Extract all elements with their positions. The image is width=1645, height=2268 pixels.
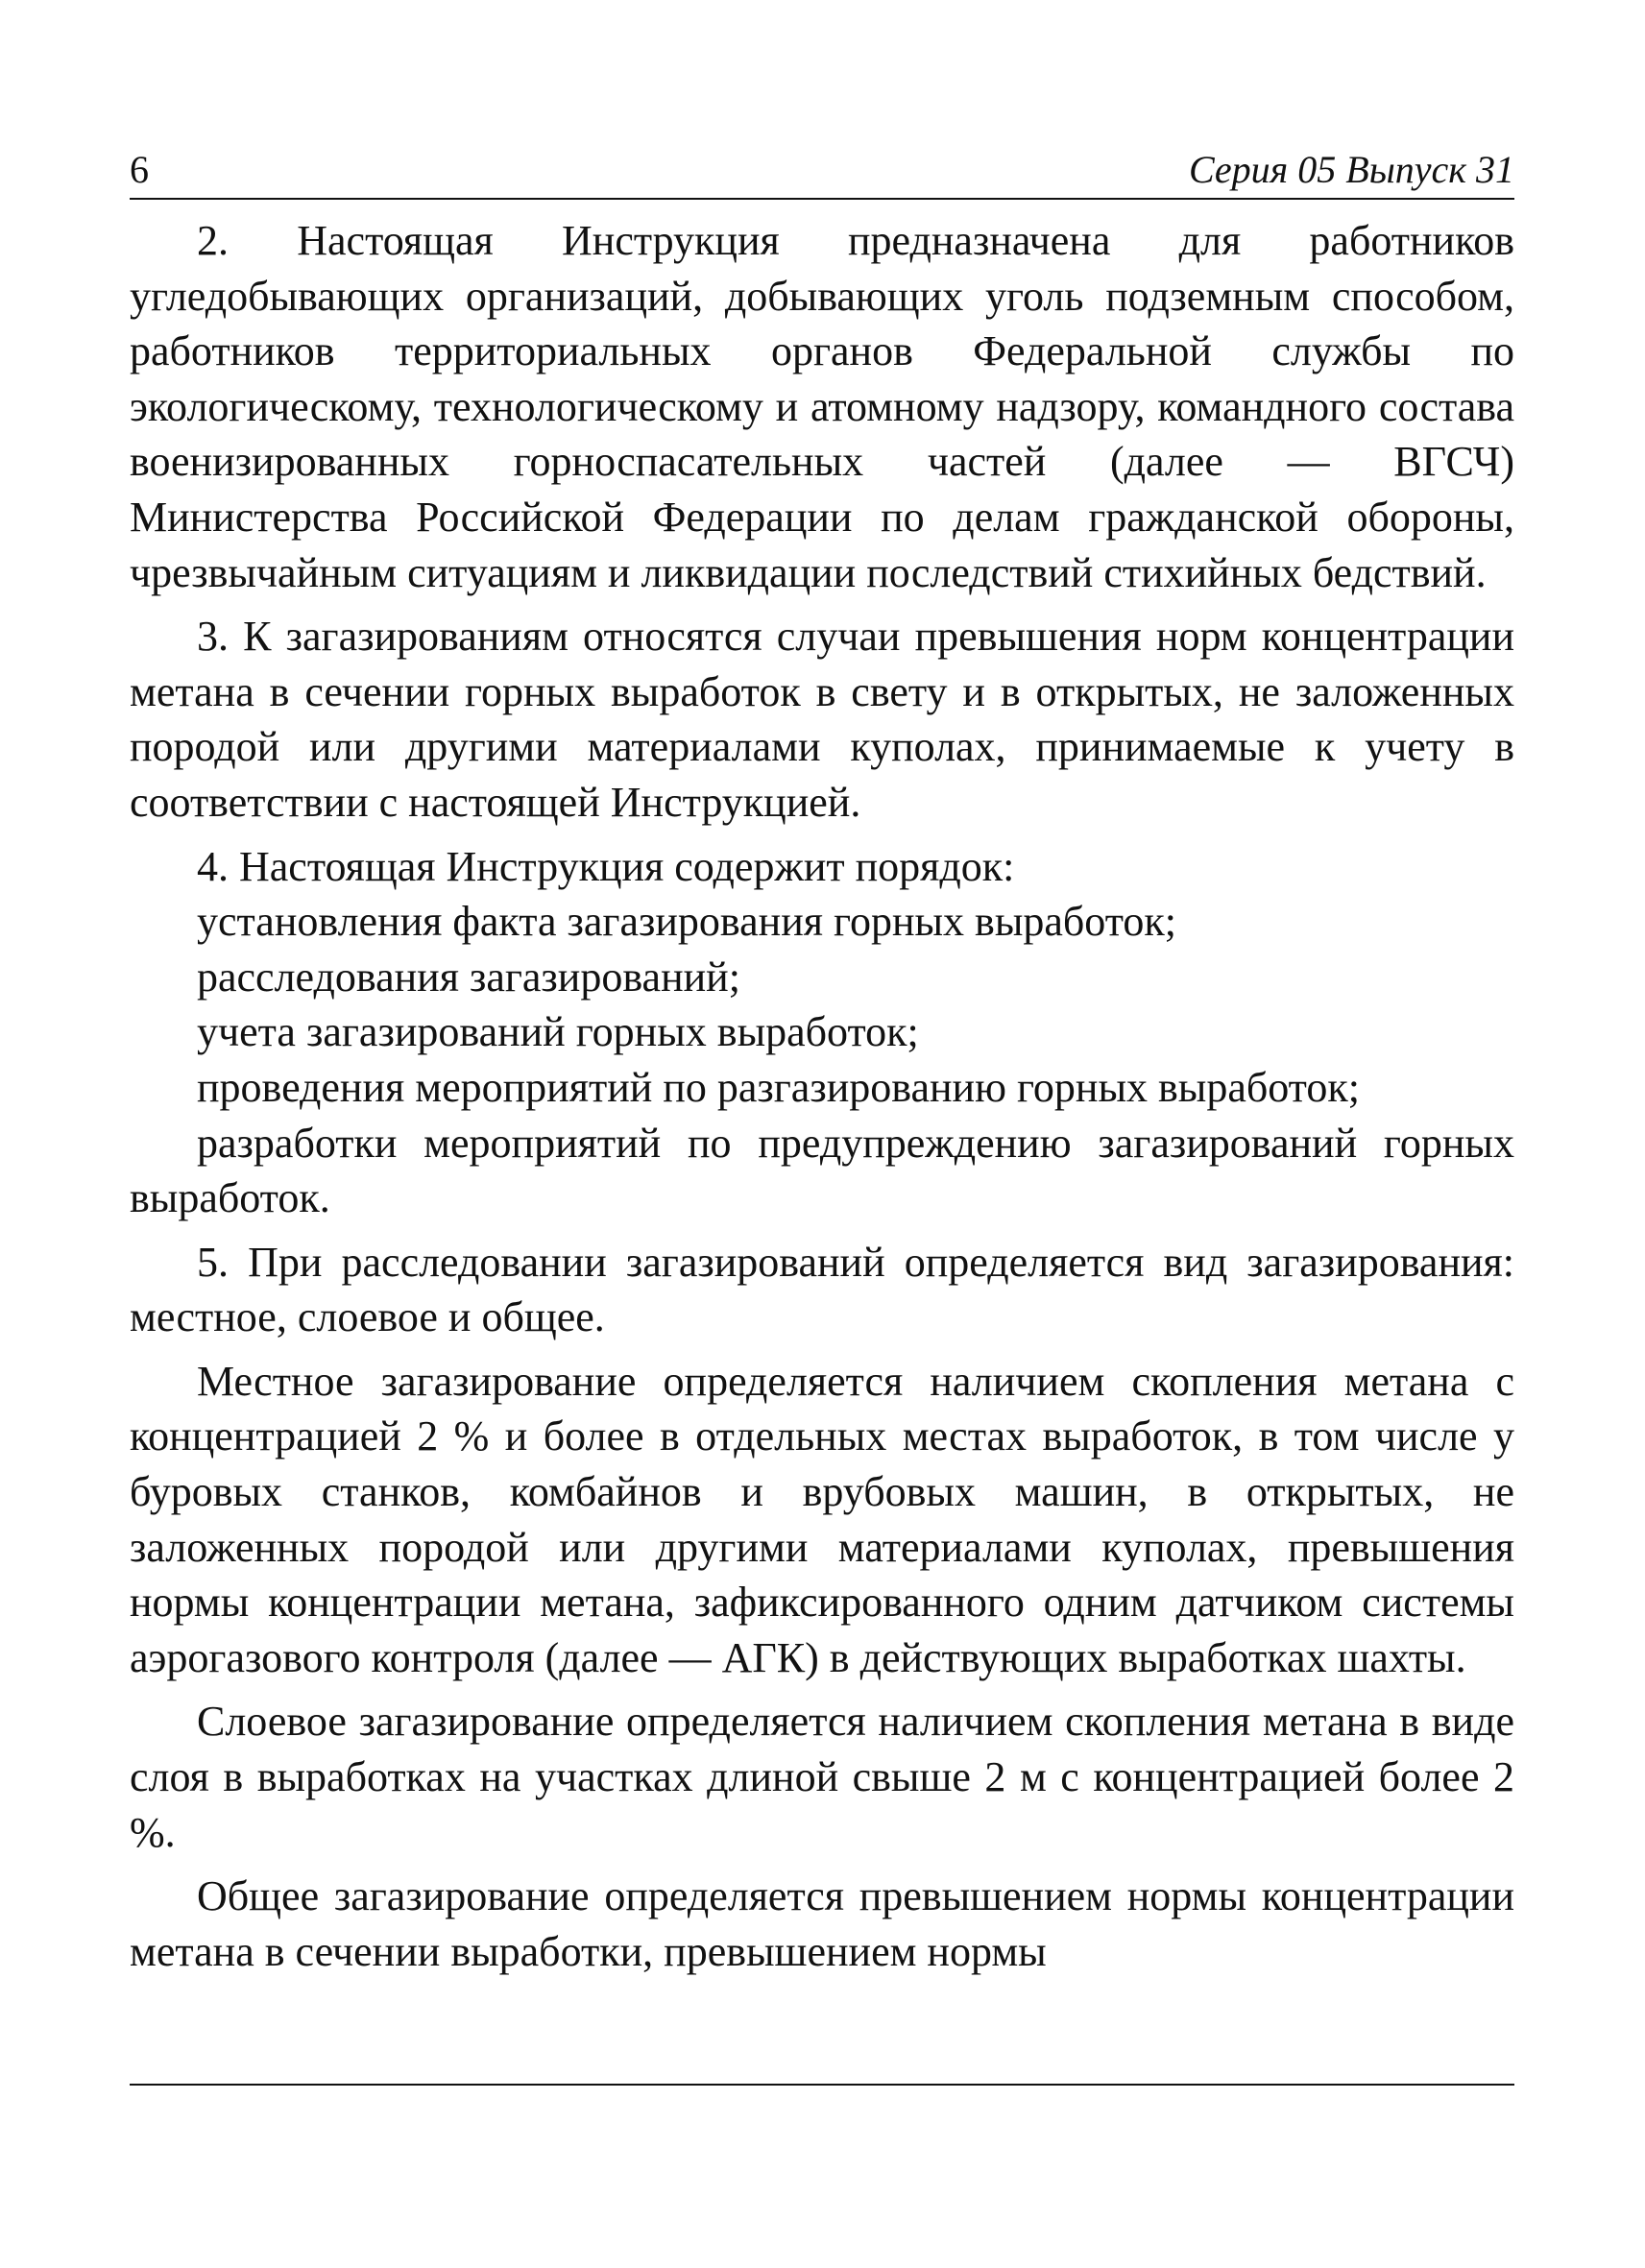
paragraph-layer-gassing: Слоевое загазирование определяется наличием скопления метана в виде слоя в выработках на участках длиной свыше 2 м с концентрацией более 2 %. [130, 1698, 1514, 1856]
paragraph-general-gassing: Общее загазирование определяется превышением нормы концентрации метана в сечении выработки, превышением нормы [130, 1872, 1514, 1975]
page-number: 6 [130, 148, 149, 191]
series-title: Серия 05 Выпуск 31 [1188, 148, 1514, 191]
list-item: установления факта загазирования горных выработок; [197, 898, 1176, 946]
list-item: разработки мероприятий по предупреждению загазирований горных выработок. [130, 1119, 1514, 1222]
list-item: проведения мероприятий по разгазированию горных выработок; [197, 1063, 1360, 1111]
paragraph-2: 2. Настоящая Инструкция предназначена для работников угледобывающих организаций, добывающих уголь подземным способом, работников территориальных органов Федеральной службы по экологическому, технологическому и атомному надзору, командного состава военизированных горноспасательных частей (далее — ВГСЧ) Министерства Российской Федерации по делам гражданской обороны, чрезвычайным ситуациям и ликвидации последствий стихийных бедствий. [130, 217, 1514, 596]
paragraph-5: 5. При расследовании загазирований определяется вид загазирования: местное, слоевое и общее. [130, 1238, 1514, 1341]
paragraph-3: 3. К загазированиям относятся случаи превышения норм концентрации метана в сечении горных выработок в свету и в открытых, не заложенных породой или другими материалами куполах, принимаемые к учету в соответствии с настоящей Инструкцией. [130, 613, 1514, 826]
paragraph-local-gassing: Местное загазирование определяется наличием скопления метана с концентрацией 2 % и более в отдельных местах выработок, в том числе у буровых станков, комбайнов и врубовых машин, в открытых, не заложенных породой или другими материалами куполах, превышения нормы концентрации метана, зафиксированного одним датчиком системы аэрогазового контроля (далее — АГК) в действующих выработках шахты. [130, 1357, 1514, 1681]
running-header [130, 142, 1514, 200]
paragraph-4: 4. Настоящая Инструкция содержит порядок: [197, 842, 1015, 890]
list-item: учета загазирований горных выработок; [197, 1008, 919, 1056]
body-text [130, 213, 1514, 1979]
bottom-rule [130, 2084, 1514, 2086]
list-item: расследования загазирований; [197, 953, 740, 1001]
